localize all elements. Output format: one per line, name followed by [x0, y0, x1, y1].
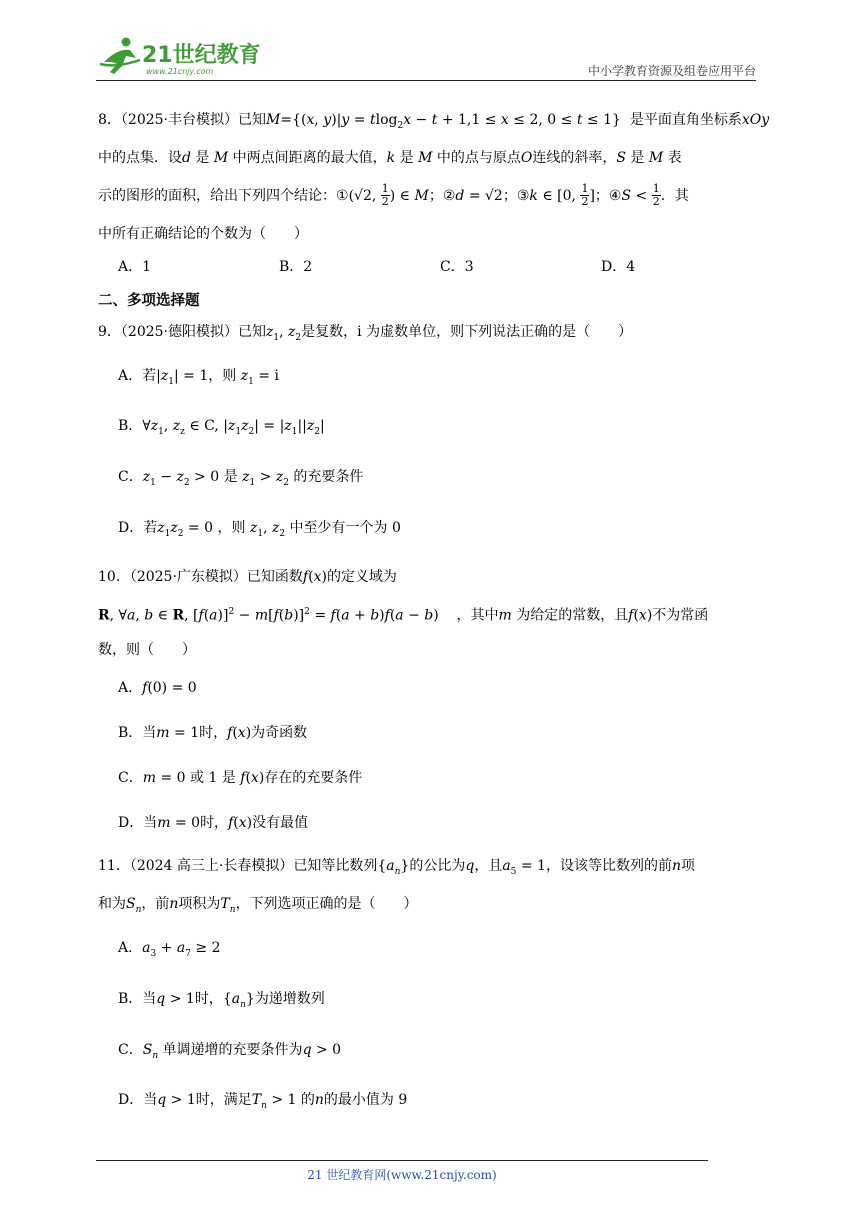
runner-icon [96, 34, 266, 78]
section-title: 二、多项选择题 [98, 292, 200, 309]
formula: M [266, 112, 281, 128]
logo-url: www.21cnjy.com [146, 67, 214, 76]
option-b: B．当q > 1时，$\{a_n\}$为递增数列 [118, 990, 325, 1010]
question-8: 8．（2025·丰台模拟）已知M={(x, y)|y = tlog$_2$x − t + 1,1 ≤ x ≤ 2, 0 ≤ t ≤ 1} 是平面直角坐标系xOy 中的点集．设d 是 M 中两点间距离的最大值，k 是 M 中的点与原点O连线的斜率，S 是 M 表 示的图形的面积，给出下列四个结论：①(√2, $\frac{1}{2}$ ) ∈ M；②d = √2；③k ∈ [0, $\frac{1}{2}$ ]；④S < $\frac{1}{2}$ ．其 中所有正确结论的个数为（ ） A．1 B．2 C．3 D．4 [98, 104, 762, 284]
option-b: B．2 [279, 258, 313, 275]
footer-divider [96, 1160, 708, 1161]
option-c: C．3 [440, 258, 474, 275]
option-b: B．当m = 1时，f(x)为奇函数 [118, 725, 308, 742]
option-c: C．$S_n$ 单调递增的充要条件为q > 0 [118, 1041, 342, 1061]
footer-link[interactable]: 21 世纪教育网(www.21cnjy.com) [307, 1168, 497, 1182]
option-d: D．当m = 0时，f(x)没有最值 [118, 815, 309, 832]
option-d: D．当q > 1时，满足$T_n > 1$ 的n的最小值为 9 [118, 1092, 408, 1112]
option-a: A．$a_3 + a_7 \ge 2$ [118, 940, 221, 959]
option-d: D．若$z_1z_2 = 0$ ，则 $z_1$, $z_2$ 中至少有一个为 0 [118, 519, 401, 539]
question-9: 9．（2025·德阳模拟）已知$z_1$, $z_2$是复数，i 为虚数单位，则下列说法正确的是（ ） A．若$|z_1| = 1$，则 $z_1 = i$ B．$\forall z_1$, $z_z$ ∈ C, $|z_1z_2| = |z_1||z_2|$ C．$z_1 - z_2 > 0$ 是 $z_1 > z_2$ 的充要条件 D．若$z_1z_2 = 0$ ，则 $z_1$, $z_2$ 中至少有一个为 0 [98, 316, 762, 557]
option-c: C．$z_1 - z_2 > 0$ 是 $z_1 > z_2$ 的充要条件 [118, 469, 364, 488]
question-11: 11．（2024 高三上·长春模拟）已知等比数列$\{a_n\}$的公比为q，且$a_5 = 1$，设该等比数列的前n项 和为$S_n$，前n项积为$T_n$，下列选项正确的是（ ） A．$a_3 + a_7 \ge 2$ B．当q > 1时，$\{a_n\}$为递增数列 C．$S_n$ 单调递增的充要条件为q > 0 D．当q > 1时，满足$T_n > 1$ 的n的最小值为 9 [98, 850, 762, 1129]
option-a: A．1 [118, 258, 152, 275]
option-a: A．若$|z_1| = 1$，则 $z_1 = i$ [118, 367, 279, 387]
question-10: 10．（2025·广东模拟）已知函数f(x)的定义域为 R, ∀a, b ∈ R, $[f(a)]^2 - m[f(b)]^2 = f(a + b)f(a - b)$ ，其中m 为给定的常数，且f(x)不为常函 数，则（ ） A．f(0) = 0 B．当m = 1时，f(x)为奇函数 C．m = 0 或 1 是 f(x)存在的充要条件 D．当m = 0时，f(x)没有最值 [98, 561, 762, 847]
q8-options [118, 250, 762, 284]
logo-text: 21世纪教育 [142, 43, 261, 68]
option-b: B．$\forall z_1$, $z_z$ ∈ C, $|z_1z_2| = |z_1||z_2|$ [118, 418, 325, 438]
option-a: A．f(0) = 0 [118, 680, 197, 697]
header-divider [96, 80, 756, 81]
content [98, 104, 770, 1129]
option-d: D．4 [601, 258, 636, 275]
option-c: C．m = 0 或 1 是 f(x)存在的充要条件 [118, 770, 363, 787]
logo [96, 34, 266, 78]
site-name: 中小学教育资源及组卷应用平台 [587, 64, 756, 78]
